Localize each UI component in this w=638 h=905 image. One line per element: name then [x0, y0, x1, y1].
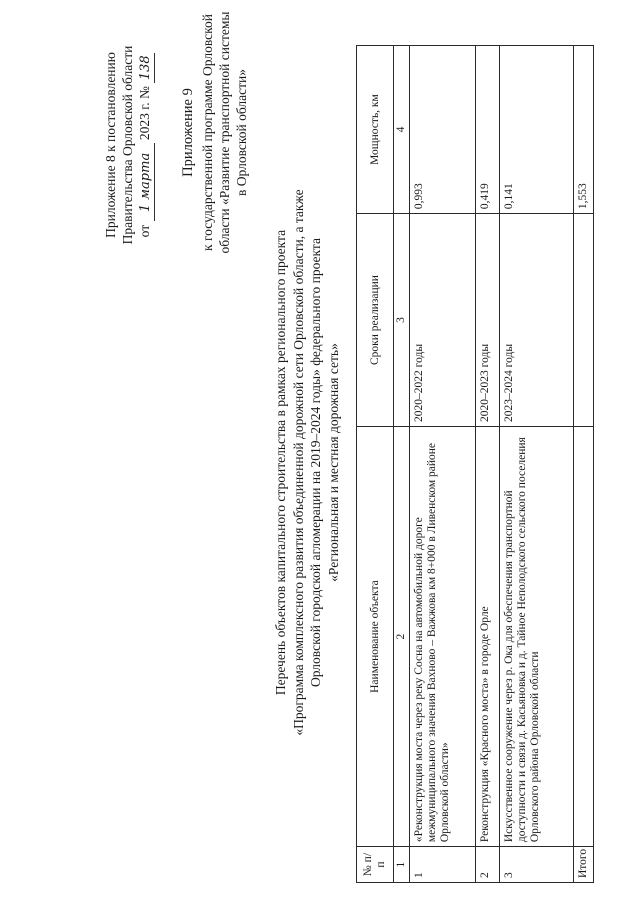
total-empty: [574, 426, 594, 846]
title-line2: «Программа комплексного развития объединенной дорожной сети Орловской области, а также: [290, 189, 306, 736]
header-name: Наименование объекта: [357, 426, 394, 846]
column-number: 3: [394, 214, 410, 427]
total-label: Итого: [574, 847, 594, 883]
row-number: 3: [500, 847, 574, 883]
header-power: Мощность, км: [357, 46, 394, 214]
year-text: 2023 г. №: [137, 86, 152, 141]
title-line4: «Региональная и местная дорожная сеть»: [325, 343, 341, 582]
row-name: «Реконструкция моста через реку Сосна на автомобильной дороге межмуниципального значения Вахново – Важжова км 8+000 в Ливенском районе Орловской области»: [410, 426, 476, 846]
title-line3: Орловской городской агломерации на 2019–2024 годы» федерального проекта: [308, 238, 323, 688]
row-number: 1: [410, 847, 476, 883]
table-row: [500, 46, 574, 883]
objects-table: [356, 45, 594, 883]
appendix-8-date-line: [136, 25, 155, 265]
row-power: 0,141: [500, 46, 574, 214]
appendix-9-line2: к государственной программе Орловской: [200, 14, 215, 251]
row-power: 0,993: [410, 46, 476, 214]
column-number: 1: [394, 847, 410, 883]
header-period: Сроки реализации: [357, 214, 394, 427]
table-row: [476, 46, 500, 883]
column-number: 4: [394, 46, 410, 214]
row-power: 0,419: [476, 46, 500, 214]
appendix-9-line3: области «Развитие транспортной системы: [217, 11, 232, 254]
appendix-9-line1: Приложение 9: [180, 88, 196, 177]
table-header-row: [357, 46, 394, 883]
column-number: 2: [394, 426, 410, 846]
header-number: № п/п: [357, 847, 394, 883]
row-name: Искусственное сооружение через р. Ока для обеспечения транспортной доступности и связи д. Касьяновка и д. Тайное Неполодского сельского поселения Орловского района Орловской области: [500, 426, 574, 846]
column-number-row: [394, 46, 410, 883]
handwritten-number: 138: [137, 53, 155, 83]
document-title: [272, 170, 342, 755]
row-period: 2020–2022 годы: [410, 214, 476, 427]
title-line1: Перечень объектов капитального строительства в рамках регионального проекта: [273, 229, 288, 696]
appendix-8-header: [102, 25, 155, 265]
total-value: 1,553: [574, 46, 594, 214]
appendix-9-header: [180, 5, 250, 260]
row-name: Реконструкция «Красного моста» в городе Орле: [476, 426, 500, 846]
date-prefix: от: [137, 224, 152, 238]
handwritten-date: 1 марта: [137, 143, 155, 221]
row-number: 2: [476, 847, 500, 883]
row-period: 2020–2023 годы: [476, 214, 500, 427]
total-empty: [574, 214, 594, 427]
table-row: [410, 46, 476, 883]
row-period: 2023–2024 годы: [500, 214, 574, 427]
appendix-9-line4: в Орловской области»: [234, 69, 249, 196]
appendix-8-line2: Правительства Орловской области: [120, 45, 135, 245]
total-row: [574, 46, 594, 883]
appendix-8-line1: Приложение 8 к постановлению: [103, 52, 118, 238]
